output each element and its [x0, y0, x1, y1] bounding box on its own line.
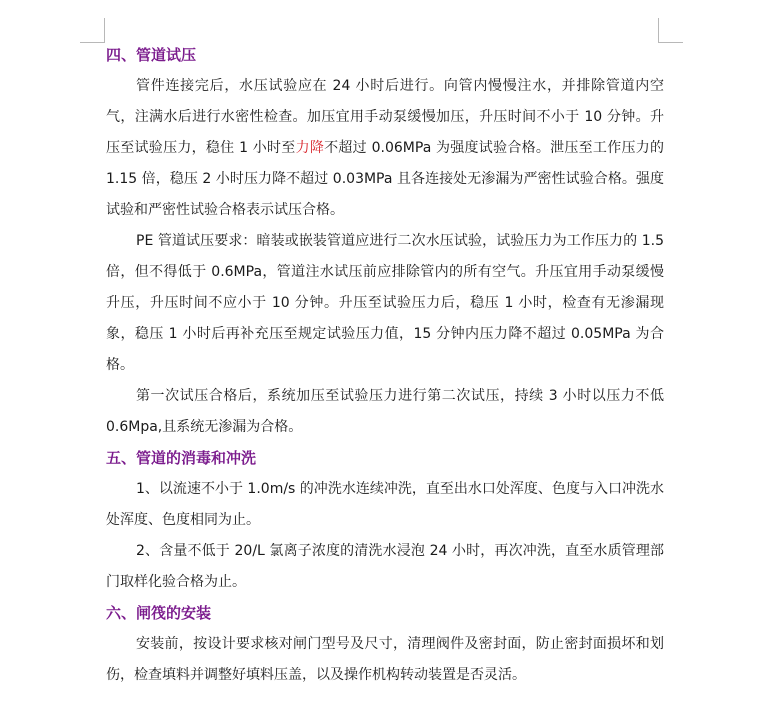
paragraph-second-test: 第一次试压合格后，系统加压至试验压力进行第二次试压，持续 3 小时以压力不低 0.6Mpa,且系统无渗漏为合格。 — [106, 388, 664, 435]
paragraph-pressure-test-procedure — [106, 71, 664, 226]
section-heading-pipe-pressure-test: 四、管道试压 — [106, 46, 197, 64]
paragraph-valve-installation: 安装前，按设计要求核对闸门型号及尺寸，清理阀件及密封面，防止密封面损坏和划伤，检查填料并调整好填料压盖，以及操作机构转动装置是否灵活。 — [106, 636, 664, 683]
paragraph-text: 管件连接完后，水压试验应在 24 小时后进行。向管内慢慢注水，并排除管道内空气，注满水后进行水密性检查。加压宜用手动泵缓慢加压，升压时间不小于 10 分钟。升压至试验压力，稳住 1 小时至 — [106, 78, 664, 156]
paragraph-text: 不超过 0.06MPa 为强度试验合格。泄压至工作压力的 1.15 倍，稳压 2 小时压力降不超过 0.03MPa 且各连接处无渗漏为严密性试验合格。强度试验和严密性试验合格表示试压合格。 — [106, 140, 665, 218]
document-body — [106, 40, 664, 691]
paragraph-flushing-item-1: 1、以流速不小于 1.0m/s 的冲洗水连续冲洗，直至出水口处浑度、色度与入口冲洗水处浑度、色度相同为止。 — [106, 481, 664, 528]
section-heading-valve-installation: 六、闸筏的安装 — [106, 604, 212, 622]
section-heading-disinfection-flushing: 五、管道的消毒和冲洗 — [106, 449, 257, 467]
margin-corner-mark-left — [80, 18, 105, 43]
paragraph-pe-pipe-requirements: PE 管道试压要求：暗装或嵌装管道应进行二次水压试验，试验压力为工作压力的 1.5 倍，但不得低于 0.6MPa，管道注水试压前应排除管内的所有空气。升压宜用手动泵缓慢升压，升压时间不应小于 10 分钟。升压至试验压力后，稳压 1 小时，检查有无渗漏现象，稳压 1 小时后再补充压至规定试验压力值，15 分钟内压力降不超过 0.05MPa 为合格。 — [106, 233, 664, 373]
paragraph-flushing-item-2: 2、含量不低于 20/L 氯离子浓度的清洗水浸泡 24 小时，再次冲洗，直至水质管理部门取样化验合格为止。 — [106, 543, 664, 590]
highlighted-text: 力降 — [295, 140, 325, 156]
